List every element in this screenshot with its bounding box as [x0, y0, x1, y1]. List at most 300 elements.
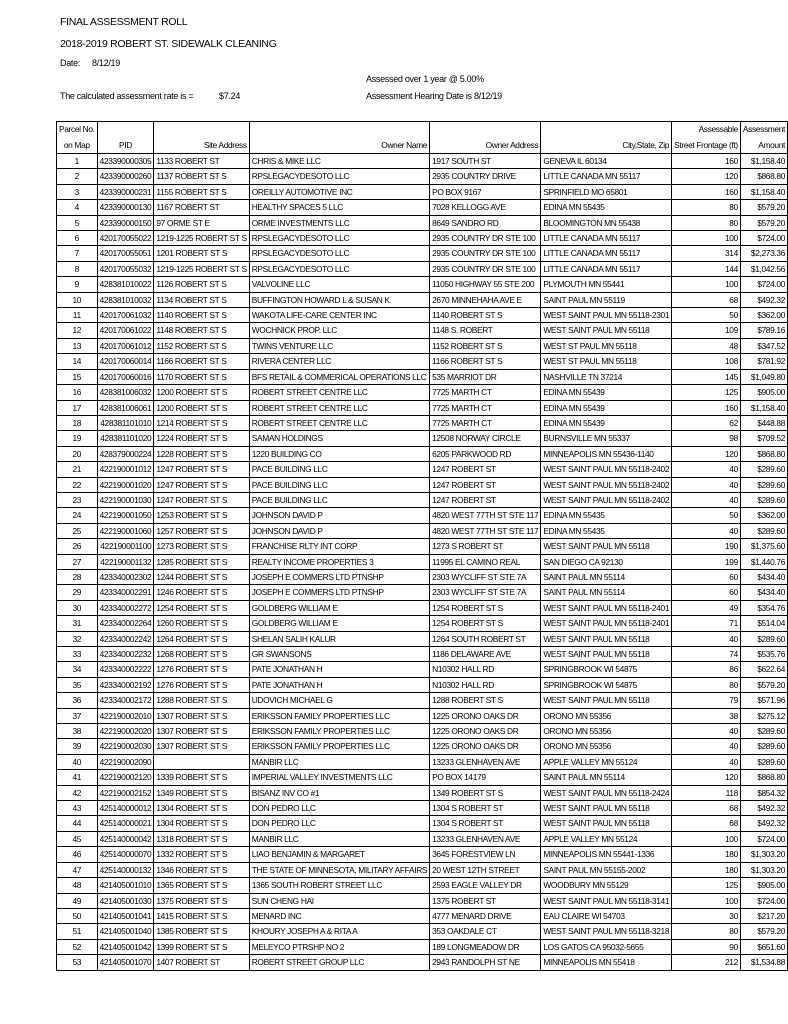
frontage-cell: 98: [672, 431, 741, 446]
site-address-cell: 1365 ROBERT ST S: [154, 878, 249, 893]
frontage-cell: 50: [672, 508, 741, 523]
city-state-zip-cell: EDINA MN 55435: [541, 523, 672, 538]
site-address-cell: 1399 ROBERT ST S: [154, 939, 249, 954]
city-state-zip-cell: WEST SAINT PAUL MN 55118: [541, 647, 672, 662]
owner-address-cell: 2935 COUNTRY DRIVE: [430, 169, 541, 184]
table-row: [57, 908, 788, 923]
pid-cell: 423390000130: [97, 200, 154, 215]
pid-cell: 421405001040: [97, 924, 154, 939]
frontage-cell: 40: [672, 462, 741, 477]
site-address-cell: 1137 ROBERT ST S: [154, 169, 249, 184]
table-row: [57, 385, 788, 400]
table-row: [57, 708, 788, 723]
amount-cell: $217.20: [740, 908, 787, 923]
parcel-no-cell: 15: [57, 369, 98, 384]
parcel-no-cell: 30: [57, 600, 98, 615]
frontage-cell: 145: [672, 369, 741, 384]
city-state-zip-cell: WOODBURY MN 55129: [541, 878, 672, 893]
city-state-zip-cell: MINNEAPOLIS MN 55441-1336: [541, 847, 672, 862]
city-state-zip-cell: APPLE VALLEY MN 55124: [541, 754, 672, 769]
city-state-zip-cell: SAINT PAUL MN 55114: [541, 569, 672, 584]
amount-cell: $905.00: [740, 385, 787, 400]
owner-name-cell: WOCHNICK PROP. LLC: [249, 323, 429, 338]
owner-name-cell: REALTY INCOME PROPERTIES 3: [249, 554, 429, 569]
frontage-cell: 118: [672, 785, 741, 800]
city-state-zip-cell: WEST ST PAUL MN 55118: [541, 338, 672, 353]
frontage-cell: 108: [672, 354, 741, 369]
owner-address-cell: 1247 ROBERT ST: [430, 477, 541, 492]
owner-address-cell: 13233 GLENHAVEN AVE: [430, 831, 541, 846]
parcel-no-cell: 52: [57, 939, 98, 954]
amount-cell: $789.16: [740, 323, 787, 338]
pid-cell: 428381010032: [97, 292, 154, 307]
owner-name-cell: RPSLEGACYDESOTO LLC: [249, 246, 429, 261]
table-row: [57, 816, 788, 831]
owner-name-cell: VALVOLINE LLC: [249, 277, 429, 292]
site-address-cell: 1246 ROBERT ST S: [154, 585, 249, 600]
owner-address-cell: 13233 GLENHAVEN AVE: [430, 754, 541, 769]
pid-cell: 423390000305: [97, 154, 154, 169]
table-row: [57, 169, 788, 184]
owner-name-cell: MANBIR LLC: [249, 831, 429, 846]
owner-name-cell: RIVERA CENTER LLC: [249, 354, 429, 369]
pid-cell: 421405001070: [97, 955, 154, 970]
owner-address-cell: 4820 WEST 77TH ST STE 117: [430, 523, 541, 538]
owner-name-cell: BISANZ INV CO #1: [249, 785, 429, 800]
parcel-no-cell: 33: [57, 647, 98, 662]
parcel-no-cell: 3: [57, 184, 98, 199]
pid-cell: 421405001041: [97, 908, 154, 923]
amount-cell: $579.20: [740, 677, 787, 692]
owner-address-cell: 7725 MARTH CT: [430, 385, 541, 400]
owner-address-cell: 1917 SOUTH ST: [430, 154, 541, 169]
amount-cell: $289.60: [740, 754, 787, 769]
owner-name-cell: MANBIR LLC: [249, 754, 429, 769]
rate-value: $7.24: [219, 91, 241, 101]
pid-cell: 420170055032: [97, 261, 154, 276]
owner-name-cell: WAKOTA LIFE-CARE CENTER INC: [249, 308, 429, 323]
assessment-table: [56, 121, 788, 971]
amount-cell: $854.32: [740, 785, 787, 800]
owner-address-cell: 7028 KELLOGG AVE: [430, 200, 541, 215]
site-address-cell: 1307 ROBERT ST S: [154, 708, 249, 723]
owner-address-cell: 353 OAKDALE CT: [430, 924, 541, 939]
parcel-no-cell: 45: [57, 831, 98, 846]
site-address-cell: 1307 ROBERT ST S: [154, 739, 249, 754]
owner-name-cell: LIAO BENJAMIN & MARGARET: [249, 847, 429, 862]
owner-address-cell: 8649 SANDRO RD: [430, 215, 541, 230]
date-value: 8/12/19: [92, 58, 120, 68]
site-address-cell: 1276 ROBERT ST S: [154, 662, 249, 677]
site-address-cell: 1375 ROBERT ST S: [154, 893, 249, 908]
site-address-cell: 1155 ROBERT ST S: [154, 184, 249, 199]
owner-address-cell: 1152 ROBERT ST S: [430, 338, 541, 353]
pid-cell: 421405001030: [97, 893, 154, 908]
owner-address-cell: 2303 WYCLIFF ST STE 7A: [430, 569, 541, 584]
report-title: FINAL ASSESSMENT ROLL: [60, 16, 188, 28]
amount-cell: $724.00: [740, 893, 787, 908]
parcel-no-cell: 10: [57, 292, 98, 307]
frontage-cell: 80: [672, 215, 741, 230]
owner-name-cell: RPSLEGACYDESOTO LLC: [249, 169, 429, 184]
owner-name-cell: BUFFINGTON HOWARD L & SUSAN K: [249, 292, 429, 307]
amount-cell: $868.80: [740, 446, 787, 461]
table-row: [57, 354, 788, 369]
parcel-no-cell: 34: [57, 662, 98, 677]
parcel-no-cell: 46: [57, 847, 98, 862]
owner-name-cell: HEALTHY SPACES 5 LLC: [249, 200, 429, 215]
amount-cell: $492.32: [740, 801, 787, 816]
site-address-cell: 1247 ROBERT ST S: [154, 492, 249, 507]
city-state-zip-cell: WEST SAINT PAUL MN 55118-3141: [541, 893, 672, 908]
table-row: [57, 939, 788, 954]
site-address-cell: 1260 ROBERT ST S: [154, 616, 249, 631]
parcel-no-cell: 49: [57, 893, 98, 908]
table-row: [57, 770, 788, 785]
table-row: [57, 724, 788, 739]
table-row: [57, 292, 788, 307]
owner-name-cell: UDOVICH MICHAEL G: [249, 693, 429, 708]
frontage-cell: 68: [672, 816, 741, 831]
pid-cell: 428381010022: [97, 277, 154, 292]
amount-cell: $579.20: [740, 215, 787, 230]
header-frontage-ft: Street Frontage (ft): [672, 138, 741, 154]
city-state-zip-cell: LITTLE CANADA MN 55117: [541, 231, 672, 246]
header-on-map: on Map: [57, 138, 98, 154]
parcel-no-cell: 29: [57, 585, 98, 600]
table-row: [57, 523, 788, 538]
header-pid: PID: [97, 138, 154, 154]
pid-cell: 422190002120: [97, 770, 154, 785]
table-row: [57, 200, 788, 215]
owner-address-cell: 4777 MENARD DRIVE: [430, 908, 541, 923]
frontage-cell: 109: [672, 323, 741, 338]
header-owner-name: Owner Name: [249, 138, 429, 154]
owner-address-cell: 4820 WEST 77TH ST STE 117: [430, 508, 541, 523]
parcel-no-cell: 40: [57, 754, 98, 769]
site-address-cell: 1268 ROBERT ST S: [154, 647, 249, 662]
owner-name-cell: ROBERT STREET CENTRE LLC: [249, 415, 429, 430]
amount-cell: $289.60: [740, 462, 787, 477]
owner-address-cell: 1375 ROBERT ST: [430, 893, 541, 908]
city-state-zip-cell: EDINA MN 55439: [541, 400, 672, 415]
parcel-no-cell: 43: [57, 801, 98, 816]
city-state-zip-cell: EDINA MN 55439: [541, 415, 672, 430]
city-state-zip-cell: MINNEAPOLIS MN 55418: [541, 955, 672, 970]
parcel-no-cell: 2: [57, 169, 98, 184]
city-state-zip-cell: WEST SAINT PAUL MN 55118-2301: [541, 308, 672, 323]
frontage-cell: 50: [672, 308, 741, 323]
parcel-no-cell: 17: [57, 400, 98, 415]
owner-address-cell: 1140 ROBERT ST S: [430, 308, 541, 323]
amount-cell: $571.96: [740, 693, 787, 708]
owner-name-cell: JOHNSON DAVID P: [249, 523, 429, 538]
owner-address-cell: 1225 ORONO OAKS DR: [430, 708, 541, 723]
parcel-no-cell: 22: [57, 477, 98, 492]
amount-cell: $579.20: [740, 924, 787, 939]
parcel-no-cell: 35: [57, 677, 98, 692]
table-row: [57, 246, 788, 261]
site-address-cell: 1219-1225 ROBERT ST S: [154, 231, 249, 246]
pid-cell: 428379000224: [97, 446, 154, 461]
parcel-no-cell: 26: [57, 539, 98, 554]
city-state-zip-cell: WEST SAINT PAUL MN 55118: [541, 323, 672, 338]
city-state-zip-cell: LITTLE CANADA MN 55117: [541, 246, 672, 261]
parcel-no-cell: 31: [57, 616, 98, 631]
city-state-zip-cell: SAN DIEGO CA 92130: [541, 554, 672, 569]
owner-name-cell: RPSLEGACYDESOTO LLC: [249, 261, 429, 276]
amount-cell: $362.00: [740, 308, 787, 323]
owner-name-cell: GR SWANSONS: [249, 647, 429, 662]
site-address-cell: 1318 ROBERT ST S: [154, 831, 249, 846]
frontage-cell: 30: [672, 908, 741, 923]
pid-cell: 422190001050: [97, 508, 154, 523]
city-state-zip-cell: MINNEAPOLIS MN 55436-1140: [541, 446, 672, 461]
table-row: [57, 878, 788, 893]
city-state-zip-cell: WEST SAINT PAUL MN 55118: [541, 801, 672, 816]
city-state-zip-cell: ORONO MN 55356: [541, 724, 672, 739]
amount-cell: $651.60: [740, 939, 787, 954]
amount-cell: $724.00: [740, 831, 787, 846]
site-address-cell: 97 ORME ST E: [154, 215, 249, 230]
frontage-cell: 60: [672, 569, 741, 584]
amount-cell: $1,303.20: [740, 847, 787, 862]
frontage-cell: 80: [672, 924, 741, 939]
owner-address-cell: 20 WEST 12TH STREET: [430, 862, 541, 877]
owner-name-cell: JOSEPH E COMMERS LTD PTNSHP: [249, 585, 429, 600]
owner-name-cell: ORME INVESTMENTS LLC: [249, 215, 429, 230]
owner-name-cell: PATE JONATHAN H: [249, 662, 429, 677]
parcel-no-cell: 41: [57, 770, 98, 785]
site-address-cell: 1166 ROBERT ST S: [154, 354, 249, 369]
parcel-no-cell: 20: [57, 446, 98, 461]
parcel-no-cell: 47: [57, 862, 98, 877]
pid-cell: 423340002192: [97, 677, 154, 692]
parcel-no-cell: 25: [57, 523, 98, 538]
amount-cell: $275.12: [740, 708, 787, 723]
table-row: [57, 431, 788, 446]
pid-cell: 425140000070: [97, 847, 154, 862]
pid-cell: 420170061012: [97, 338, 154, 353]
frontage-cell: 314: [672, 246, 741, 261]
owner-address-cell: 2593 EAGLE VALLEY DR: [430, 878, 541, 893]
pid-cell: 423340002302: [97, 569, 154, 584]
owner-name-cell: GOLDBERG WILLIAM E: [249, 616, 429, 631]
table-row: [57, 154, 788, 169]
frontage-cell: 68: [672, 292, 741, 307]
owner-name-cell: 1220 BUILDING CO: [249, 446, 429, 461]
city-state-zip-cell: WEST SAINT PAUL MN 55118: [541, 693, 672, 708]
table-row: [57, 739, 788, 754]
site-address-cell: 1253 ROBERT ST S: [154, 508, 249, 523]
table-row: [57, 277, 788, 292]
amount-cell: $622.64: [740, 662, 787, 677]
city-state-zip-cell: PLYMOUTH MN 55441: [541, 277, 672, 292]
owner-name-cell: TWINS VENTURE LLC: [249, 338, 429, 353]
frontage-cell: 120: [672, 446, 741, 461]
owner-address-cell: 1148 S. ROBERT: [430, 323, 541, 338]
owner-address-cell: 2670 MINNEHAHA AVE E: [430, 292, 541, 307]
amount-cell: $868.80: [740, 169, 787, 184]
site-address-cell: 1200 ROBERT ST S: [154, 385, 249, 400]
city-state-zip-cell: WEST SAINT PAUL MN 55118-2424: [541, 785, 672, 800]
table-row: [57, 585, 788, 600]
amount-cell: $724.00: [740, 277, 787, 292]
header-parcel-no: Parcel No.: [57, 122, 98, 138]
owner-name-cell: MELEYCO PTRSHP NO 2: [249, 939, 429, 954]
city-state-zip-cell: BLOOMINGTON MN 55438: [541, 215, 672, 230]
frontage-cell: 190: [672, 539, 741, 554]
owner-address-cell: 2303 WYCLIFF ST STE 7A: [430, 585, 541, 600]
amount-cell: $1,534.88: [740, 955, 787, 970]
amount-cell: $724.00: [740, 231, 787, 246]
frontage-cell: 40: [672, 724, 741, 739]
city-state-zip-cell: EDINA MN 55435: [541, 200, 672, 215]
site-address-cell: 1407 ROBERT ST: [154, 955, 249, 970]
site-address-cell: 1200 ROBERT ST S: [154, 400, 249, 415]
amount-cell: $289.60: [740, 739, 787, 754]
hearing-note: Assessment Hearing Date is 8/12/19: [366, 91, 502, 101]
pid-cell: 425140000012: [97, 801, 154, 816]
frontage-cell: 38: [672, 708, 741, 723]
owner-name-cell: ERIKSSON FAMILY PROPERTIES LLC: [249, 739, 429, 754]
site-address-cell: 1307 ROBERT ST S: [154, 724, 249, 739]
site-address-cell: 1254 ROBERT ST S: [154, 600, 249, 615]
city-state-zip-cell: ORONO MN 55356: [541, 739, 672, 754]
owner-address-cell: 3645 FORESTVIEW LN: [430, 847, 541, 862]
amount-cell: $289.60: [740, 724, 787, 739]
owner-address-cell: 1254 ROBERT ST S: [430, 616, 541, 631]
owner-address-cell: 12508 NORWAY CIRCLE: [430, 431, 541, 446]
amount-cell: $2,273.36: [740, 246, 787, 261]
city-state-zip-cell: WEST ST PAUL MN 55118: [541, 354, 672, 369]
parcel-no-cell: 27: [57, 554, 98, 569]
city-state-zip-cell: WEST SAINT PAUL MN 55118-3218: [541, 924, 672, 939]
amount-cell: $1,049.80: [740, 369, 787, 384]
site-address-cell: 1288 ROBERT ST S: [154, 693, 249, 708]
owner-address-cell: 7725 MARTH CT: [430, 400, 541, 415]
owner-address-cell: 1304 S ROBERT ST: [430, 801, 541, 816]
city-state-zip-cell: SAINT PAUL MN 55114: [541, 770, 672, 785]
site-address-cell: 1332 ROBERT ST S: [154, 847, 249, 862]
frontage-cell: 80: [672, 200, 741, 215]
city-state-zip-cell: SAINT PAUL MN 55114: [541, 585, 672, 600]
frontage-cell: 60: [672, 585, 741, 600]
amount-cell: $448.88: [740, 415, 787, 430]
amount-cell: $1,042.56: [740, 261, 787, 276]
city-state-zip-cell: GENEVA IL 60134: [541, 154, 672, 169]
amount-cell: $434.40: [740, 585, 787, 600]
rate-label: The calculated assessment rate is =: [60, 91, 194, 101]
table-row: [57, 492, 788, 507]
owner-name-cell: CHRIS & MIKE LLC: [249, 154, 429, 169]
owner-address-cell: 535 MARRIOT DR: [430, 369, 541, 384]
header-amount: Assessment: [740, 122, 787, 138]
amount-cell: $289.60: [740, 492, 787, 507]
site-address-cell: 1264 ROBERT ST S: [154, 631, 249, 646]
table-row: [57, 569, 788, 584]
amount-cell: $905.00: [740, 878, 787, 893]
pid-cell: 422190002010: [97, 708, 154, 723]
frontage-cell: 120: [672, 169, 741, 184]
pid-cell: 420170055022: [97, 231, 154, 246]
site-address-cell: 1273 ROBERT ST S: [154, 539, 249, 554]
parcel-no-cell: 51: [57, 924, 98, 939]
pid-cell: 423340002291: [97, 585, 154, 600]
owner-name-cell: ROBERT STREET CENTRE LLC: [249, 385, 429, 400]
parcel-no-cell: 7: [57, 246, 98, 261]
assessment-rows: [57, 154, 788, 971]
table-row: [57, 662, 788, 677]
site-address-cell: 1134 ROBERT ST S: [154, 292, 249, 307]
owner-name-cell: BFS RETAIL & COMMERICAL OPERATIONS LLC: [249, 369, 429, 384]
city-state-zip-cell: LITTLE CANADA MN 55117: [541, 169, 672, 184]
owner-name-cell: DON PEDRO LLC: [249, 801, 429, 816]
table-row: [57, 647, 788, 662]
owner-address-cell: 6205 PARKWOOD RD: [430, 446, 541, 461]
frontage-cell: 100: [672, 893, 741, 908]
table-row: [57, 539, 788, 554]
pid-cell: 423340002232: [97, 647, 154, 662]
city-state-zip-cell: WEST SAINT PAUL MN 55118: [541, 539, 672, 554]
frontage-cell: 68: [672, 801, 741, 816]
frontage-cell: 100: [672, 231, 741, 246]
owner-name-cell: JOHNSON DAVID P: [249, 508, 429, 523]
header-site-address: Site Address: [154, 138, 249, 154]
parcel-no-cell: 6: [57, 231, 98, 246]
owner-name-cell: RPSLEGACYDESOTO LLC: [249, 231, 429, 246]
parcel-no-cell: 24: [57, 508, 98, 523]
owner-address-cell: PO BOX 14179: [430, 770, 541, 785]
owner-name-cell: ERIKSSON FAMILY PROPERTIES LLC: [249, 724, 429, 739]
parcel-no-cell: 53: [57, 955, 98, 970]
owner-name-cell: GOLDBERG WILLIAM E: [249, 600, 429, 615]
amount-cell: $868.80: [740, 770, 787, 785]
owner-name-cell: ROBERT STREET GROUP LLC: [249, 955, 429, 970]
owner-name-cell: 1365 SOUTH ROBERT STREET LLC: [249, 878, 429, 893]
pid-cell: 423390000260: [97, 169, 154, 184]
city-state-zip-cell: APPLE VALLEY MN 55124: [541, 831, 672, 846]
frontage-cell: 180: [672, 862, 741, 877]
frontage-cell: 49: [672, 600, 741, 615]
pid-cell: 422190002090: [97, 754, 154, 769]
site-address-cell: 1201 ROBERT ST S: [154, 246, 249, 261]
owner-address-cell: 1166 ROBERT ST S: [430, 354, 541, 369]
amount-cell: $579.20: [740, 200, 787, 215]
pid-cell: 423340002172: [97, 693, 154, 708]
table-row: [57, 616, 788, 631]
site-address-cell: 1257 ROBERT ST S: [154, 523, 249, 538]
site-address-cell: 1244 ROBERT ST S: [154, 569, 249, 584]
amount-cell: $1,158.40: [740, 154, 787, 169]
pid-cell: 428381101010: [97, 415, 154, 430]
pid-cell: 422190001060: [97, 523, 154, 538]
table-row: [57, 338, 788, 353]
parcel-no-cell: 4: [57, 200, 98, 215]
site-address-cell: 1148 ROBERT ST S: [154, 323, 249, 338]
city-state-zip-cell: EDINA MN 55439: [541, 385, 672, 400]
parcel-no-cell: 48: [57, 878, 98, 893]
table-row: [57, 831, 788, 846]
site-address-cell: 1126 ROBERT ST S: [154, 277, 249, 292]
owner-address-cell: 1288 ROBERT ST S: [430, 693, 541, 708]
parcel-no-cell: 5: [57, 215, 98, 230]
owner-name-cell: OREILLY AUTOMOTIVE INC: [249, 184, 429, 199]
amount-cell: $1,375.60: [740, 539, 787, 554]
site-address-cell: [154, 754, 249, 769]
owner-address-cell: PO BOX 9167: [430, 184, 541, 199]
pid-cell: 422190002152: [97, 785, 154, 800]
